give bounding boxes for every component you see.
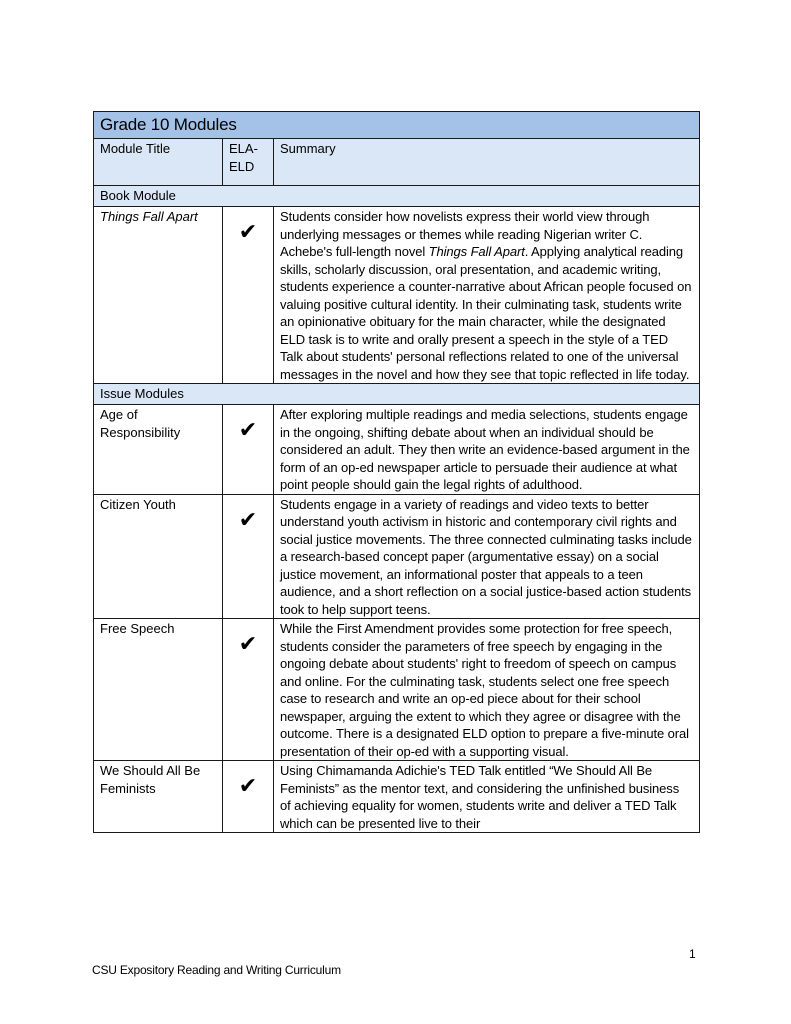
column-header-row: [94, 139, 700, 186]
header-ela-eld: ELA-ELD: [223, 139, 274, 186]
table-title: Grade 10 Modules: [94, 112, 700, 139]
module-title: Citizen Youth: [94, 494, 223, 619]
module-summary: [274, 207, 700, 384]
module-title: We Should All Be Feminists: [94, 761, 223, 833]
table-row: [94, 761, 700, 833]
table-row: [94, 619, 700, 761]
module-summary: Using Chimamanda Adichie's TED Talk entitled “We Should All Be Feminists” as the mentor text, and considering the unfinished business of achieving equality for women, students write and deliver a TED Talk which can be presented live to their: [274, 761, 700, 833]
checkmark-icon: ✔: [223, 405, 274, 495]
page-footer: CSU Expository Reading and Writing Curriculum: [92, 963, 341, 977]
header-module-title: Module Title: [94, 139, 223, 186]
checkmark-icon: ✔: [223, 207, 274, 384]
header-summary: Summary: [274, 139, 700, 186]
module-title: Things Fall Apart: [94, 207, 223, 384]
checkmark-icon: ✔: [223, 619, 274, 761]
table-title-row: [94, 112, 700, 139]
book-title-italic: Things Fall Apart: [428, 244, 525, 259]
module-title: Free Speech: [94, 619, 223, 761]
table-row: [94, 405, 700, 495]
table-row: [94, 207, 700, 384]
page-number: 1: [689, 947, 696, 961]
table-row: [94, 494, 700, 619]
section-label: Issue Modules: [94, 384, 700, 405]
module-summary: Students engage in a variety of readings and video texts to better understand youth activism in historic and contemporary civil rights and social justice movements. The three connected culminating tasks include a research-based concept paper (argumentative essay) on a social justice movement, an informational poster that appeals to a teen audience, and a short reflection on a social justice-based action students took to help support teens.: [274, 494, 700, 619]
grade-10-modules-table: [93, 111, 700, 833]
section-label: Book Module: [94, 186, 700, 207]
section-row-book-module: [94, 186, 700, 207]
checkmark-icon: ✔: [223, 494, 274, 619]
module-summary: After exploring multiple readings and media selections, students engage in the ongoing, shifting debate about when an individual should be considered an adult. They then write an evidence-based argument in the form of an op-ed newspaper article to persuade their audience at what point people should gain the legal rights of adulthood.: [274, 405, 700, 495]
section-row-issue-modules: [94, 384, 700, 405]
summary-text: Students consider how novelists express their world view through underlying messages or themes while reading Nigerian writer C. Achebe's full-length novel: [280, 209, 650, 259]
module-title: Age of Responsibility: [94, 405, 223, 495]
checkmark-icon: ✔: [223, 761, 274, 833]
module-summary: While the First Amendment provides some protection for free speech, students consider the parameters of free speech by engaging in the ongoing debate about students' right to freedom of speech on campus and online. For the culminating task, students select one free speech case to research and write an op-ed piece about for their school newspaper, arguing the extent to which they agree or disagree with the outcome. There is a designated ELD option to prepare a five-minute oral presentation of their op-ed with a supporting visual.: [274, 619, 700, 761]
summary-text: . Applying analytical reading skills, scholarly discussion, oral presentation, and academic writing, students experience a counter-narrative about African people focused on valuing positive cultural identity. In their culminating task, students write an opinionative obituary for the main character, while the designated ELD task is to write and orally present a speech in the style of a TED Talk about students' personal reflections related to one of the universal messages in the novel and how they see that topic reflected in life today.: [280, 244, 692, 382]
